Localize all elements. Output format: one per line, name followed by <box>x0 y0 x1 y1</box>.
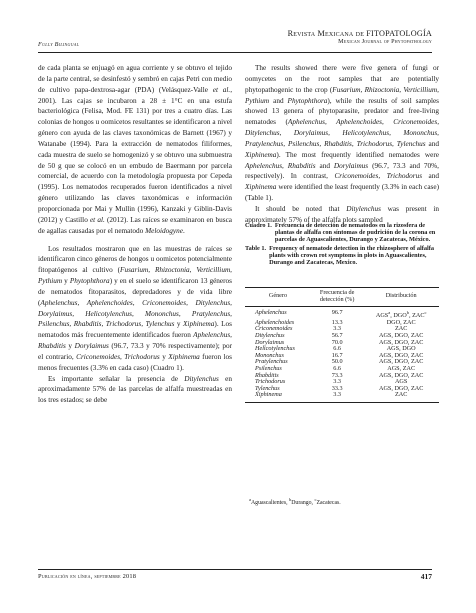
italic-text: Ditylenchus <box>346 204 381 213</box>
cell-frequency: 3.3 <box>333 378 341 386</box>
italic-text: Fusarium, Rhizoctonia, Verticillium, Pythium <box>245 85 439 105</box>
footnote-marker: b <box>289 497 292 502</box>
table-row <box>245 307 439 320</box>
italic-text: Fusarium, Rhizoctonia, Verticillium, Pythium <box>38 266 232 286</box>
text-run: y <box>159 352 169 361</box>
text-run: y <box>65 342 75 351</box>
cell-genus: Mononchus <box>255 351 284 359</box>
cell-genus: Helicotylenchus <box>255 345 295 353</box>
cell-genus: Criconemoides <box>255 325 293 333</box>
text-run: (96.7, 73.3 and 70%, respectively). In contrast, <box>245 161 439 181</box>
cell-frequency: 73.3 <box>331 371 343 379</box>
cell-genus: Trichodorus <box>255 378 286 386</box>
cell-frequency: 6.6 <box>333 365 341 372</box>
cell-genus: Aphelenchus <box>255 309 287 317</box>
cell-distribution: ZAC <box>394 325 408 333</box>
text-run: Los resultados mostraron que en las muestras de raíces se identificaron cinco géneros de hongos u oomicetos potencialmente fitopatógenos al cultivo ( <box>38 244 232 275</box>
footnote-marker: a <box>388 310 391 316</box>
italic-text: Xiphinema <box>245 183 277 192</box>
cell-frequency: 70.0 <box>331 338 343 346</box>
cell-frequency: 96.7 <box>331 309 343 317</box>
italic-text: Aphelenchus, Rhabditis <box>245 161 316 170</box>
footer-rule <box>38 569 432 570</box>
table-caption <box>245 222 439 266</box>
italic-text: Aphelenchus, Aphelenchoides, Criconemoides, Ditylenchus, Dorylaimus, Helicotylenchus, Mononchus, Pratylenchus, Psilenchus, Rhabditis, Trichodorus, Tylenchus <box>38 298 232 329</box>
text-run: . <box>182 226 185 235</box>
cell-distribution <box>363 307 439 320</box>
separator: , <box>390 312 394 320</box>
cell-frequency: 6.6 <box>333 345 341 353</box>
cell-distribution: AGS, DGO, ZAC <box>378 351 424 359</box>
journal-title: Revista Mexicana de FITOPATOLOGÍA <box>287 29 432 38</box>
text-run: ), while the results of soil samples showed 13 genera of phytoparasite, predator and free-living nematodes ( <box>245 96 439 127</box>
text-run: Aguascalientes, <box>251 499 289 506</box>
italic-text: Xiphinema <box>168 352 200 361</box>
english-column <box>245 63 439 226</box>
nematode-frequency-table <box>245 287 439 403</box>
footnote-marker: b <box>406 310 409 316</box>
text-run: y <box>174 320 183 329</box>
state-code: ZAC <box>412 312 425 320</box>
text-run: The results showed there were five genera of fungi or oomycetes on the root samples that are potentially phytopathogenic to the crop ( <box>245 64 439 94</box>
table-footnote <box>249 497 341 506</box>
italic-text: Ditylenchus <box>184 374 219 383</box>
table-body <box>245 307 439 403</box>
text-run: and <box>269 96 288 105</box>
cell-distribution: ZAC <box>363 392 439 402</box>
paragraph <box>245 63 439 204</box>
text-run: y <box>62 277 70 286</box>
italic-text: Criconemoides, Trichodorus <box>334 172 423 181</box>
cell-frequency: 56.7 <box>331 332 343 340</box>
state-code: DGO <box>393 312 407 320</box>
cell-distribution: AGS, DGO, ZAC <box>378 358 424 366</box>
column-header-distribution: Distribución <box>363 288 439 307</box>
text-run: and <box>422 172 439 181</box>
italic-text: Phytophthora <box>287 96 328 105</box>
italic-text: Xiphinema <box>245 150 277 159</box>
cell-genus: Tylenchus <box>255 384 280 392</box>
table-header-row <box>245 288 439 307</box>
cell-genus: Xiphinema <box>245 392 311 402</box>
cell-frequency: 3.3 <box>333 325 341 333</box>
cell-distribution: AGS, DGO, ZAC <box>378 384 424 392</box>
cell-distribution: AGS, DGO <box>386 345 416 353</box>
publication-date: Publicación en línea, septiembre 2018 <box>38 573 137 580</box>
text-run: ). The most frequently identified nematodes were <box>276 150 439 159</box>
text-run: and <box>315 161 334 170</box>
spanish-column <box>38 63 232 406</box>
caption-english <box>245 245 439 267</box>
header-rule <box>38 52 432 53</box>
cell-genus: Pratylenchus <box>255 358 288 366</box>
cell-genus: Rhabditis <box>255 371 279 379</box>
cell-frequency: 50.0 <box>331 358 343 366</box>
text-run: It should be noted that <box>255 204 347 213</box>
caption-label: Table 1. <box>245 244 267 252</box>
caption-spanish <box>245 222 439 244</box>
caption-text: Frequency of nematode detection in the rhizosphere of alfalfa plants with crown rot symptoms in plots in Aguascalientes, Durango and Zacatecas, Mexico. <box>269 244 434 267</box>
cell-frequency: 16.7 <box>331 351 343 359</box>
table-row <box>245 392 439 402</box>
cell-distribution: AGS, DGO, ZAC <box>378 332 424 340</box>
italic-text: Criconemoides, Trichodorus <box>76 352 160 361</box>
cell-distribution: AGS, ZAC <box>387 365 416 372</box>
column-header-genus: Género <box>245 288 311 307</box>
cell-distribution: AGS <box>394 378 408 386</box>
cell-genus: Ditylenchus <box>255 332 285 340</box>
italic-text: Xiphinema <box>183 320 215 329</box>
running-head-right <box>288 29 432 45</box>
cell-genus: Dorylaimus <box>255 338 285 346</box>
text-run: Durango, <box>291 499 315 506</box>
caption-text: Frecuencia de detección de nematodos en la rizosfera de plantas de alfalfa con síntomas de pudrición de la corona en parcelas de Aguascalientes, Durango y Zacatecas, México. <box>274 222 436 244</box>
text-run: (96.7, 73.3 y 70% respectivamente); por el contrario, <box>38 342 232 361</box>
text-run: ). Los nematodos más frecuentemente identificados fueron <box>38 320 233 340</box>
cell-genus: Psilenchus <box>255 365 282 372</box>
text-run: Zacatecas. <box>316 499 341 506</box>
italic-text: Phytophthora <box>69 277 110 286</box>
text-run: de cada planta se enjuagó en agua corriente y se obtuvo el tejido de la parte central, se desinfestó y sembró en cajas Petri con medio de cultivo papa-dextrosa-agar (PDA) (Velásquez-Valle <box>38 64 232 94</box>
italic-text: Aphelenchus, Aphelenchoides, Criconemoides, Ditylenchus, Dorylaimus, Helicotylenchus, Mononchus, Pratylenchus, Psilenchus, Rhabditis, Trichodorus, Tylenchus <box>245 118 440 148</box>
cell-distribution: AGS, DGO, ZAC <box>378 338 424 346</box>
paragraph <box>38 244 232 374</box>
text-run: were identified the least frequently (3.3% in each case) (Table 1). <box>245 183 439 203</box>
footnote-marker: c <box>424 310 427 316</box>
text-run: , 2001). Las cajas se incubaron a 28 ± 1°C en una estufa bacteriológica (Felisa, Mod. FE 131) por tres a cuatro días. Las colonias de hongos u oomicetos resultantes se identificaron a nivel género con ayuda de las claves taxonómicas de Barnett (1967) y Watanabe (1994). Para la extracción de nematodos filiformes, cada muestra de suelo se homogenizó y se obtuvo una submuestra de 50 g que se colocó en un embudo de Baermann por parcela comercial, de acuerdo con la metodología propuesta por Cepeda (1995). Los nematodos recuperados fueron identificados a nivel género utilizando las claves taxonómicas e información proporcionada por Mai y Mullin (1996), Kanzaki y Giblin-Davis (2012) y Castillo <box>38 85 232 224</box>
italic-text: Aphelenchus, Rhabditis <box>38 331 232 351</box>
cell-frequency: 13.3 <box>331 318 343 326</box>
paragraph <box>38 374 232 407</box>
footnote-marker: a <box>249 497 251 502</box>
cell-genus: Aphelenchoides <box>255 318 295 326</box>
italic-text: Dorylaimus <box>333 161 369 170</box>
italic-text: et al. <box>212 85 231 94</box>
text-run: fueron los menos frecuentes (3.3% en cada caso) (Cuadro 1). <box>38 352 232 372</box>
text-run: en aproximadamente 57% de las parcelas de alfalfa muestreadas en los tres estados; se debe <box>38 374 233 405</box>
text-run: ) y en el suelo se identificaron 13 géneros de nematodos fitoparasitos, depredadores y de vida libre ( <box>38 277 233 307</box>
separator: , <box>409 312 413 320</box>
cell-frequency: 33.3 <box>331 384 343 392</box>
italic-text: Meloidogyne <box>145 226 183 235</box>
italic-text: et al. <box>89 215 105 224</box>
cell-distribution: DGO, ZAC <box>386 318 416 326</box>
text-run: (2012). Las raíces se examinaron en busca de agallas causadas por el nematodo <box>38 215 233 235</box>
cell-distribution: AGS, DGO, ZAC <box>378 371 424 379</box>
running-head-left: Fully Bilingual <box>38 41 80 48</box>
text-run: was present in approximately 57% of the alfalfa plots sampled <box>245 204 439 224</box>
journal-subtitle: Mexican Journal of Phytopathology <box>338 39 432 45</box>
page-number: 417 <box>420 572 432 581</box>
column-header-frequency: Frecuencia de detección (%) <box>311 288 363 307</box>
state-code: AGS <box>375 312 389 320</box>
text-run: Es importante señalar la presencia de <box>48 374 185 383</box>
cell-frequency: 3.3 <box>311 392 363 402</box>
caption-label: Cuadro 1. <box>245 222 272 229</box>
italic-text: Dorylaimus <box>74 342 109 351</box>
footnote-marker: c <box>314 497 317 502</box>
text-run: and <box>425 139 439 148</box>
paragraph <box>38 63 232 237</box>
